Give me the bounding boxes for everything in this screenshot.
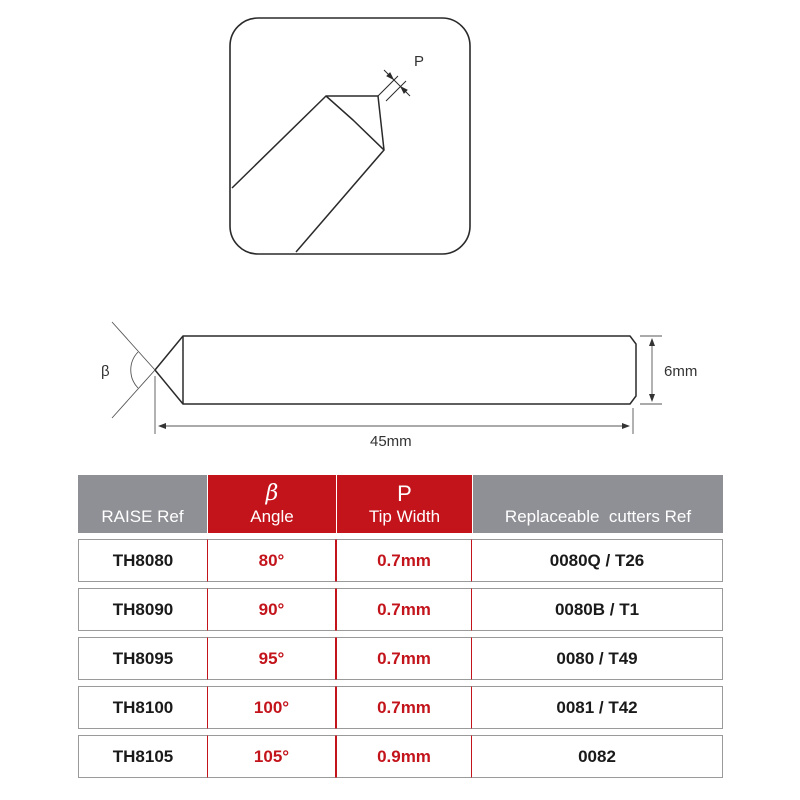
angle-label: β bbox=[101, 363, 110, 380]
detail-shank-lower-edge bbox=[296, 150, 384, 252]
cell-angle: 90° bbox=[207, 588, 336, 631]
length-label: 45mm bbox=[370, 433, 412, 450]
table-row bbox=[78, 588, 723, 631]
cell-angle: 105° bbox=[207, 735, 336, 778]
header-tip-symbol: P bbox=[397, 481, 412, 506]
tip-detail-view bbox=[230, 18, 470, 254]
cell-cutters-ref: 0080B / T1 bbox=[472, 588, 723, 631]
angle-line-upper bbox=[112, 322, 155, 370]
cell-tip-width: 0.7mm bbox=[336, 539, 472, 582]
cell-angle: 80° bbox=[207, 539, 336, 582]
table-header-row bbox=[78, 475, 723, 533]
cutter-body bbox=[155, 336, 636, 404]
cell-tip-width: 0.7mm bbox=[336, 686, 472, 729]
table-row bbox=[78, 686, 723, 729]
table-row bbox=[78, 637, 723, 680]
tip-width-label: P bbox=[414, 53, 425, 70]
tip-width-dim-line bbox=[384, 70, 410, 96]
cell-cutters-ref: 0081 / T42 bbox=[472, 686, 723, 729]
cell-raise-ref: TH8080 bbox=[78, 539, 207, 582]
cell-raise-ref: TH8090 bbox=[78, 588, 207, 631]
length-arrow-left bbox=[158, 423, 166, 429]
detail-tip-ridge bbox=[326, 96, 353, 120]
angle-arc bbox=[131, 352, 138, 388]
header-tip-label: Tip Width bbox=[368, 507, 441, 526]
header-cutters-label: Replaceable cutters Ref bbox=[504, 507, 692, 526]
cell-tip-width: 0.7mm bbox=[336, 588, 472, 631]
length-arrow-right bbox=[622, 423, 630, 429]
cell-cutters-ref: 0080 / T49 bbox=[472, 637, 723, 680]
side-view bbox=[101, 322, 697, 450]
cell-raise-ref: TH8100 bbox=[78, 686, 207, 729]
header-angle-label: Angle bbox=[250, 507, 294, 526]
header-angle bbox=[207, 475, 336, 533]
header-cutters-ref bbox=[472, 475, 723, 533]
header-angle-symbol: β bbox=[265, 481, 279, 506]
cell-angle: 95° bbox=[207, 637, 336, 680]
diameter-label: 6mm bbox=[664, 363, 698, 380]
height-arrow-bottom bbox=[649, 394, 655, 402]
cell-raise-ref: TH8105 bbox=[78, 735, 207, 778]
spec-table bbox=[78, 475, 723, 778]
table-row bbox=[78, 539, 723, 582]
cell-angle: 100° bbox=[207, 686, 336, 729]
table-row bbox=[78, 735, 723, 778]
header-tip-width bbox=[336, 475, 472, 533]
detail-shank-upper-edge bbox=[232, 96, 326, 188]
angle-line-lower bbox=[112, 370, 155, 418]
tip-width-ext-line-1 bbox=[378, 76, 398, 96]
height-arrow-top bbox=[649, 338, 655, 346]
cell-tip-width: 0.9mm bbox=[336, 735, 472, 778]
cell-tip-width: 0.7mm bbox=[336, 637, 472, 680]
cell-cutters-ref: 0082 bbox=[472, 735, 723, 778]
cell-raise-ref: TH8095 bbox=[78, 637, 207, 680]
header-raise-ref-label: RAISE Ref bbox=[101, 507, 184, 526]
header-raise-ref bbox=[78, 475, 207, 533]
detail-frame bbox=[230, 18, 470, 254]
cell-cutters-ref: 0080Q / T26 bbox=[472, 539, 723, 582]
